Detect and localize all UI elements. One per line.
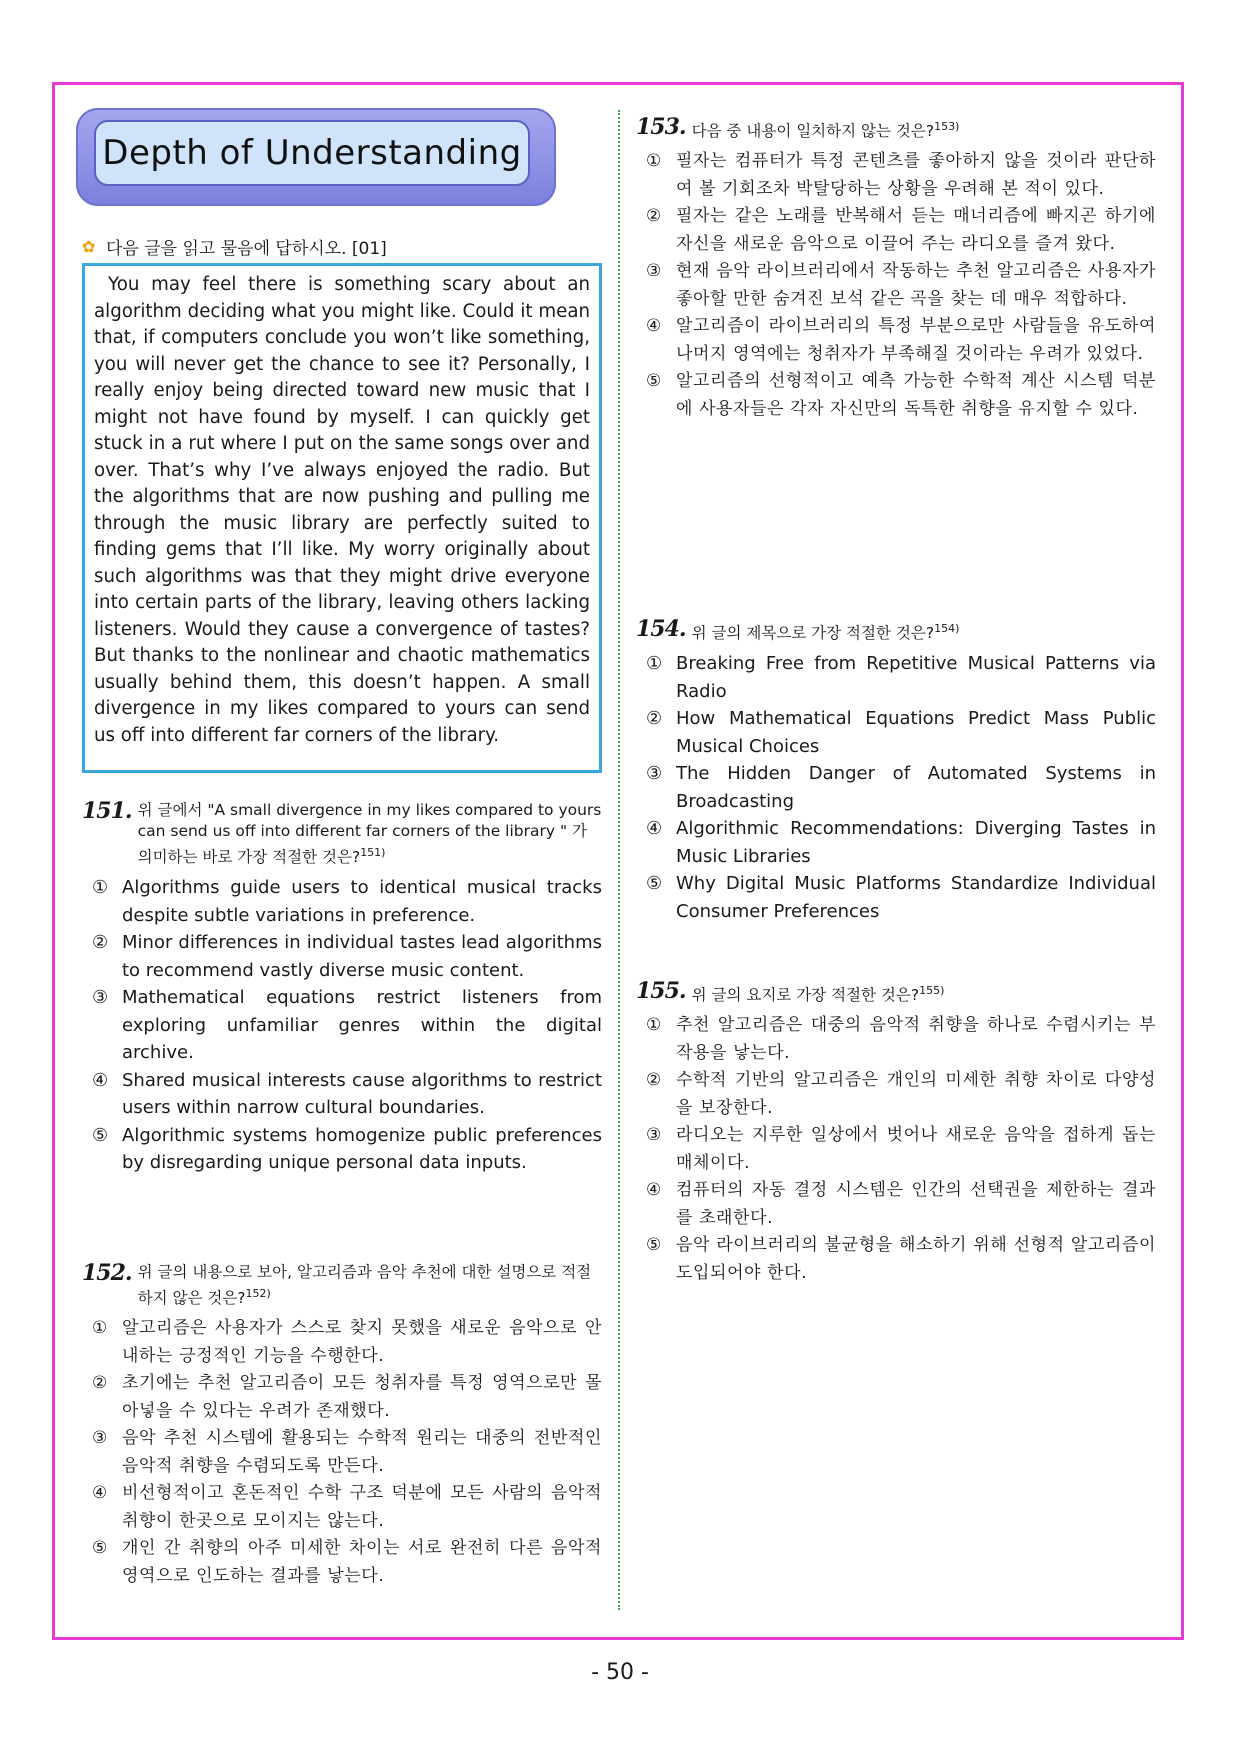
option-text: Mathematical equations restrict listeners from exploring unfamiliar genres within the digital archive. xyxy=(122,987,602,1064)
column-divider xyxy=(618,110,620,1610)
footnote-ref: 154) xyxy=(934,622,960,635)
question-stem xyxy=(138,1262,602,1309)
question-header xyxy=(82,1262,602,1309)
footnote-ref: 155) xyxy=(919,984,945,997)
option xyxy=(82,1122,602,1177)
option-text: 알고리즘의 선형적이고 예측 가능한 수학적 계산 시스템 덕분에 사용자들은 각자 자신만의 독특한 취향을 유지할 수 있다. xyxy=(676,371,1156,419)
option-mark: ⑤ xyxy=(646,371,662,392)
option-text: 비선형적이고 혼돈적인 수학 구조 덕분에 모든 사람의 음악적 취향이 한곳으로 모이지는 않는다. xyxy=(122,1483,602,1531)
option-text: 알고리즘은 사용자가 스스로 찾지 못했을 새로운 음악으로 안내하는 긍정적인 기능을 수행한다. xyxy=(122,1318,602,1366)
question-stem xyxy=(692,116,1156,142)
option xyxy=(82,1425,602,1480)
option xyxy=(636,313,1156,368)
option-mark: ① xyxy=(646,653,663,675)
option xyxy=(636,705,1156,760)
option xyxy=(82,1067,602,1122)
instruction xyxy=(82,234,387,259)
option xyxy=(636,148,1156,203)
option-mark: ① xyxy=(646,1015,662,1036)
question-text: 위 글의 제목으로 가장 적절한 것은? xyxy=(691,624,935,643)
option-text: 현재 음악 라이브러리에서 작동하는 추천 알고리즘은 사용자가 좋아할 만한 숨겨진 보석 같은 곡을 찾는 데 매우 적합하다. xyxy=(676,261,1156,309)
option-mark: ④ xyxy=(92,1069,109,1091)
option-text: Algorithms guide users to identical musical tracks despite subtle variations in preference. xyxy=(122,877,602,926)
option xyxy=(636,760,1156,815)
option-mark: ④ xyxy=(646,316,662,337)
section-banner xyxy=(76,108,556,206)
option-text: Why Digital Music Platforms Standardize Individual Consumer Preferences xyxy=(676,873,1156,922)
footnote-ref: 153) xyxy=(934,120,960,133)
option-text: 필자는 같은 노래를 반복해서 듣는 매너리즘에 빠지곤 하기에 자신을 새로운 음악으로 이끌어 주는 라디오를 즐겨 왔다. xyxy=(676,206,1156,254)
option-mark: ① xyxy=(646,151,662,172)
option xyxy=(636,815,1156,870)
option-mark: ② xyxy=(92,932,109,954)
question-number: 154. xyxy=(636,616,686,642)
option xyxy=(636,1067,1156,1122)
option-mark: ④ xyxy=(92,1483,108,1504)
question-header xyxy=(636,116,1156,142)
options-list xyxy=(636,148,1156,423)
option-mark: ④ xyxy=(646,1180,662,1201)
option-text: Algorithmic systems homogenize public preferences by disregarding unique personal data inputs. xyxy=(122,1124,602,1174)
option xyxy=(82,1315,602,1370)
option-mark: ⑤ xyxy=(92,1538,108,1559)
options-list xyxy=(636,1012,1156,1287)
question-stem xyxy=(692,980,1156,1006)
option-text: 개인 간 취향의 아주 미세한 차이는 서로 완전히 다른 음악적 영역으로 인도하는 결과를 낳는다. xyxy=(122,1538,602,1586)
question-152 xyxy=(82,1262,602,1590)
question-text: 위 글에서 "A small divergence in my likes compared to yours can send us off into different far corners of the library " 가 의미하는 바로 가장 적절한 것은? xyxy=(137,801,602,867)
option xyxy=(636,258,1156,313)
option xyxy=(636,870,1156,925)
option-mark: ② xyxy=(646,206,662,227)
option-text: How Mathematical Equations Predict Mass Public Musical Choices xyxy=(676,708,1156,757)
page-number: - 50 - xyxy=(591,1660,649,1685)
option-text: Shared musical interests cause algorithms to restrict users within narrow cultural boundaries. xyxy=(122,1069,602,1119)
option-text: 컴퓨터의 자동 결정 시스템은 인간의 선택권을 제한하는 결과를 초래한다. xyxy=(676,1180,1156,1228)
option-text: 필자는 컴퓨터가 특정 콘텐츠를 좋아하지 않을 것이라 판단하여 볼 기회조차 박탈당하는 상황을 우려해 본 적이 있다. xyxy=(676,151,1156,199)
option xyxy=(82,1370,602,1425)
option xyxy=(636,1122,1156,1177)
option-mark: ④ xyxy=(646,818,663,840)
option-text: The Hidden Danger of Automated Systems in Broadcasting xyxy=(676,763,1156,812)
option xyxy=(636,1012,1156,1067)
flower-icon: ✿ xyxy=(82,236,96,256)
banner-inner xyxy=(94,120,530,186)
option-text: 수학적 기반의 알고리즘은 개인의 미세한 취향 차이로 다양성을 보장한다. xyxy=(676,1070,1156,1118)
reading-passage: You may feel there is something scary about an algorithm deciding what you might like. Could it mean that, if computers conclude you won’t like something, you will never get the chance to see it? Personally, I really enjoy being directed toward new music that I might not have found by myself. I can quickly get stuck in a rut where I put on the same songs over and over. That’s why I’ve always enjoyed the radio. But the algorithms that are now pushing and pulling me through the music library are perfectly suited to finding gems that I’ll like. My worry originally about such algorithms was that they might drive everyone into certain parts of the library, leaving others lacking listeners. Would they cause a convergence of tastes? But thanks to the nonlinear and chaotic mathematics usually behind them, this doesn’t happen. A small divergence in my likes compared to yours can send us off into different far corners of the library. xyxy=(82,263,602,773)
instruction-text: 다음 글을 읽고 물음에 답하시오. [01] xyxy=(106,239,387,259)
question-number: 155. xyxy=(636,978,686,1004)
option xyxy=(636,203,1156,258)
option xyxy=(636,1232,1156,1287)
question-header xyxy=(636,980,1156,1006)
options-list xyxy=(636,650,1156,925)
option-mark: ⑤ xyxy=(646,1235,662,1256)
option-mark: ⑤ xyxy=(646,873,663,895)
option-mark: ③ xyxy=(92,1428,108,1449)
footnote-ref: 151) xyxy=(360,846,386,859)
option-mark: ⑤ xyxy=(92,1124,109,1146)
option xyxy=(636,650,1156,705)
option-text: Minor differences in individual tastes lead algorithms to recommend vastly diverse music content. xyxy=(122,932,602,981)
question-154 xyxy=(636,618,1156,925)
option-mark: ③ xyxy=(646,763,663,785)
option-text: 라디오는 지루한 일상에서 벗어나 새로운 음악을 접하게 돕는 매체이다. xyxy=(676,1125,1156,1173)
option-mark: ① xyxy=(92,1318,108,1339)
option-mark: ② xyxy=(646,1070,662,1091)
options-list xyxy=(82,1315,602,1590)
question-text: 위 글의 요지로 가장 적절한 것은? xyxy=(691,986,920,1005)
option xyxy=(82,1535,602,1590)
options-list xyxy=(82,874,602,1177)
option-mark: ② xyxy=(92,1373,108,1394)
option xyxy=(636,1177,1156,1232)
option-text: 초기에는 추천 알고리즘이 모든 청취자를 특정 영역으로만 몰아넣을 수 있다는 우려가 존재했다. xyxy=(122,1373,602,1421)
option-mark: ② xyxy=(646,708,663,730)
question-151 xyxy=(82,800,602,1177)
option-mark: ③ xyxy=(646,1125,662,1146)
option-mark: ③ xyxy=(92,987,109,1009)
question-header xyxy=(636,618,1156,644)
question-header xyxy=(82,800,602,868)
option-mark: ① xyxy=(92,877,109,899)
option xyxy=(82,1480,602,1535)
option xyxy=(636,368,1156,423)
option xyxy=(82,929,602,984)
option-text: 알고리즘이 라이브러리의 특정 부분으로만 사람들을 유도하여 나머지 영역에는 청취자가 부족해질 것이라는 우려가 있었다. xyxy=(676,316,1156,364)
question-155 xyxy=(636,980,1156,1287)
option-text: 음악 추천 시스템에 활용되는 수학적 원리는 대중의 전반적인 음악적 취향을 수렴되도록 만든다. xyxy=(122,1428,602,1476)
section-title: Depth of Understanding xyxy=(102,133,522,173)
option-text: Breaking Free from Repetitive Musical Patterns via Radio xyxy=(676,653,1156,702)
question-number: 152. xyxy=(82,1260,132,1286)
question-number: 153. xyxy=(636,114,686,140)
question-number: 151. xyxy=(82,798,132,824)
question-153 xyxy=(636,116,1156,423)
option xyxy=(82,984,602,1067)
option xyxy=(82,874,602,929)
question-stem xyxy=(692,618,1156,644)
option-text: 음악 라이브러리의 불균형을 해소하기 위해 선형적 알고리즘이 도입되어야 한다. xyxy=(676,1235,1156,1283)
question-text: 위 글의 내용으로 보아, 알고리즘과 음악 추천에 대한 설명으로 적절하지 않은 것은? xyxy=(137,1263,592,1308)
option-text: 추천 알고리즘은 대중의 음악적 취향을 하나로 수렴시키는 부작용을 낳는다. xyxy=(676,1015,1156,1063)
question-stem xyxy=(138,800,602,868)
option-text: Algorithmic Recommendations: Diverging Tastes in Music Libraries xyxy=(676,818,1156,867)
option-mark: ③ xyxy=(646,261,662,282)
question-text: 다음 중 내용이 일치하지 않는 것은? xyxy=(691,122,935,141)
footnote-ref: 152) xyxy=(245,1287,271,1300)
